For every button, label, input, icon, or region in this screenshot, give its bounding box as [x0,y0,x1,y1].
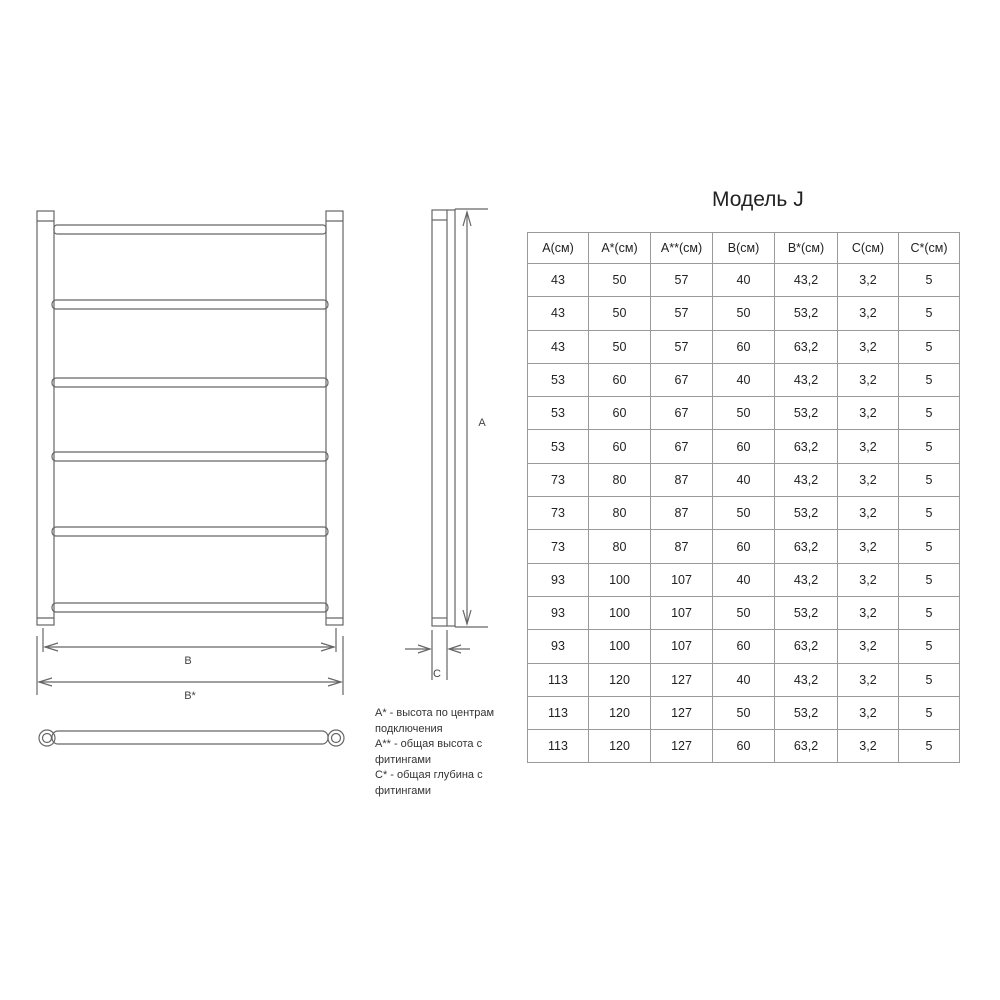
table-cell: 3,2 [838,663,899,696]
table-cell: 93 [528,630,589,663]
table-cell: 5 [899,330,960,363]
dimension-label-c: C [433,668,441,680]
footnotes [375,706,515,800]
column-header: A**(см) [651,233,713,264]
column-header: C*(см) [899,233,960,264]
table-cell: 43 [528,330,589,363]
table-cell: 3,2 [838,497,899,530]
table-cell: 43,2 [775,363,838,396]
spec-table [527,232,960,763]
table-cell: 5 [899,430,960,463]
dimension-label-b: B [184,655,192,667]
table-cell: 3,2 [838,563,899,596]
table-cell: 50 [713,497,775,530]
crossbar [52,378,328,387]
table-cell: 80 [589,530,651,563]
table-cell: 43,2 [775,663,838,696]
table-cell: 3,2 [838,530,899,563]
footnote-line: фитингами [375,753,432,766]
table-row [528,563,960,596]
table-cell: 60 [713,530,775,563]
front-view [37,211,343,625]
table-cell: 67 [651,430,713,463]
dimension-label-b-star: B* [184,690,196,702]
table-row [528,696,960,729]
table-cell: 5 [899,463,960,496]
table-cell: 5 [899,530,960,563]
right-upright [326,211,343,625]
column-header: B(см) [713,233,775,264]
table-cell: 67 [651,397,713,430]
table-row [528,663,960,696]
table-cell: 63,2 [775,730,838,763]
table-cell: 60 [589,363,651,396]
table-cell: 127 [651,696,713,729]
table-cell: 40 [713,563,775,596]
table-row [528,730,960,763]
table-row [528,630,960,663]
table-cell: 3,2 [838,596,899,629]
table-cell: 53 [528,430,589,463]
table-cell: 60 [589,430,651,463]
table-cell: 5 [899,663,960,696]
table-cell: 5 [899,264,960,297]
table-cell: 113 [528,730,589,763]
table-row [528,497,960,530]
table-row [528,530,960,563]
table-cell: 60 [589,397,651,430]
table-cell: 5 [899,630,960,663]
table-cell: 60 [713,730,775,763]
table-cell: 57 [651,264,713,297]
table-cell: 43 [528,297,589,330]
table-cell: 43 [528,264,589,297]
table-row [528,363,960,396]
table-cell: 3,2 [838,297,899,330]
table-cell: 73 [528,497,589,530]
table-cell: 127 [651,730,713,763]
table-cell: 60 [713,630,775,663]
table-cell: 120 [589,663,651,696]
table-cell: 5 [899,563,960,596]
table-cell: 3,2 [838,397,899,430]
table-cell: 50 [713,297,775,330]
table-cell: 3,2 [838,430,899,463]
table-cell: 127 [651,663,713,696]
table-row [528,330,960,363]
table-cell: 53,2 [775,497,838,530]
table-cell: 63,2 [775,630,838,663]
table-cell: 50 [713,397,775,430]
table-cell: 53,2 [775,696,838,729]
footnote-line: подключения [375,722,443,735]
table-cell: 50 [713,696,775,729]
table-header-row [528,233,960,264]
table-body [528,264,960,763]
table-cell: 73 [528,463,589,496]
table-cell: 5 [899,596,960,629]
table-cell: 5 [899,497,960,530]
table-cell: 60 [713,330,775,363]
table-cell: 40 [713,663,775,696]
table-cell: 40 [713,363,775,396]
table-cell: 73 [528,530,589,563]
table-cell: 57 [651,297,713,330]
table-cell: 53,2 [775,397,838,430]
table-cell: 107 [651,563,713,596]
table-cell: 63,2 [775,430,838,463]
table-cell: 3,2 [838,363,899,396]
table-cell: 43,2 [775,463,838,496]
table-cell: 80 [589,497,651,530]
table-cell: 93 [528,596,589,629]
table-cell: 87 [651,463,713,496]
table-cell: 50 [589,297,651,330]
table-row [528,430,960,463]
crossbar [52,300,328,309]
table-cell: 57 [651,330,713,363]
table-cell: 3,2 [838,730,899,763]
table-cell: 63,2 [775,330,838,363]
table-cell: 107 [651,596,713,629]
table-cell: 50 [589,264,651,297]
table-row [528,463,960,496]
table-cell: 3,2 [838,463,899,496]
footnote-line: A** - общая высота с [375,738,483,751]
table-cell: 53,2 [775,297,838,330]
crossbar [52,527,328,536]
model-title: Модель J [712,188,804,211]
table-cell: 3,2 [838,330,899,363]
crossbar [54,225,326,234]
side-view [432,209,455,627]
column-header: B*(см) [775,233,838,264]
column-header: A(см) [528,233,589,264]
table-cell: 63,2 [775,530,838,563]
footnote-line: C* - общая глубина с [375,769,483,782]
table-cell: 80 [589,463,651,496]
table-cell: 113 [528,696,589,729]
table-cell: 50 [713,596,775,629]
table-cell: 40 [713,463,775,496]
left-upright [37,211,54,625]
table-cell: 120 [589,730,651,763]
table-cell: 40 [713,264,775,297]
table-cell: 100 [589,596,651,629]
table-cell: 113 [528,663,589,696]
table-row [528,297,960,330]
table-cell: 53 [528,363,589,396]
crossbar [52,452,328,461]
crossbar [52,603,328,612]
table-cell: 43,2 [775,563,838,596]
table-cell: 3,2 [838,696,899,729]
footnote-line: A* - высота по центрам [375,707,495,719]
dimension-b [43,628,336,652]
dimension-label-a: A [478,417,486,429]
table-cell: 5 [899,297,960,330]
table-cell: 3,2 [838,264,899,297]
table-cell: 43,2 [775,264,838,297]
table-cell: 3,2 [838,630,899,663]
table-cell: 120 [589,696,651,729]
table-cell: 100 [589,630,651,663]
table-cell: 87 [651,530,713,563]
table-cell: 5 [899,730,960,763]
table-cell: 5 [899,363,960,396]
table-cell: 87 [651,497,713,530]
table-cell: 93 [528,563,589,596]
table-cell: 50 [589,330,651,363]
table-cell: 53,2 [775,596,838,629]
table-cell: 5 [899,696,960,729]
footnote-line: фитингами [375,784,432,797]
table-row [528,596,960,629]
column-header: A*(см) [589,233,651,264]
table-cell: 100 [589,563,651,596]
table-cell: 67 [651,363,713,396]
table-row [528,397,960,430]
column-header: C(см) [838,233,899,264]
table-row [528,264,960,297]
table-cell: 5 [899,397,960,430]
table-cell: 60 [713,430,775,463]
top-view [39,730,344,746]
table-cell: 53 [528,397,589,430]
table-cell: 107 [651,630,713,663]
